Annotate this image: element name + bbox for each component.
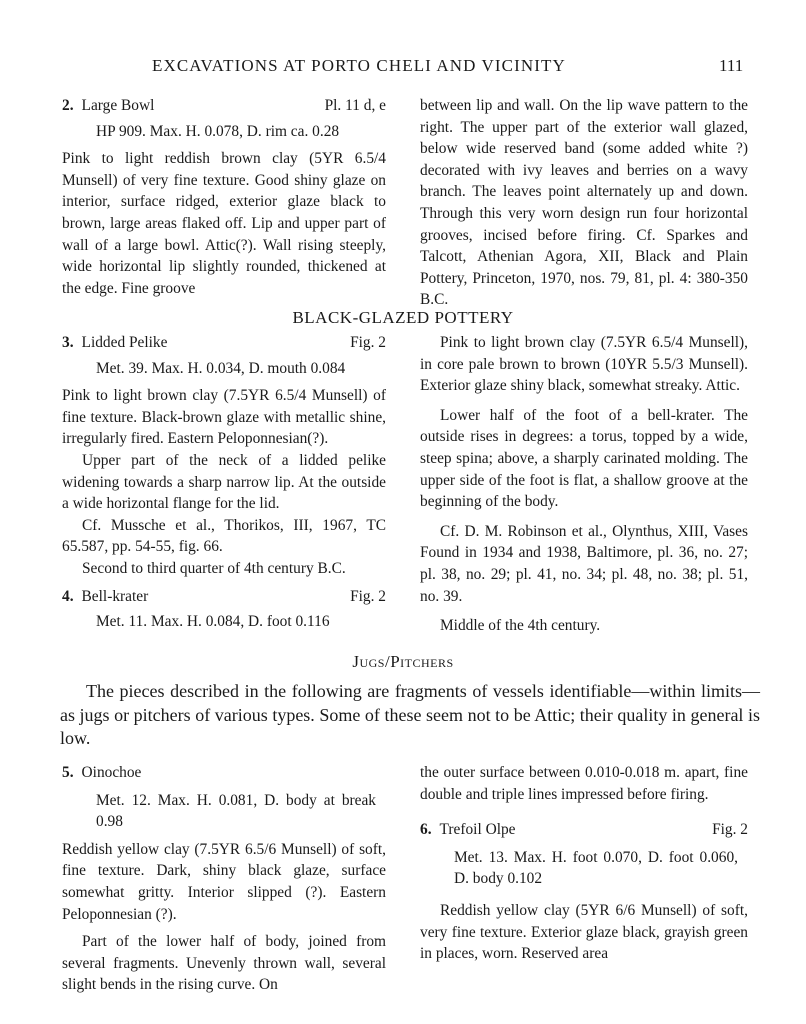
catalog-entry-2 [62,95,386,117]
description-paragraph: Pink to light brown clay (7.5YR 6.5/4 Munsell), in core pale brown to brown (10YR 5.5/3 Munsell). Exterior glaze shiny black, somewhat streaky. Attic. [420,334,748,395]
entry-number: 5. [62,764,74,781]
measurements: Met. 11. Max. H. 0.084, D. foot 0.116 [96,613,330,631]
date-paragraph: Middle of the 4th century. [440,617,601,635]
measurements: Met. 39. Max. H. 0.034, D. mouth 0.084 [96,359,346,377]
running-header [0,56,806,80]
comparison-paragraph: Cf. Mussche et al., Thorikos, III, 1967, TC 65.587, pp. 54-55, fig. 66. [62,516,386,556]
description-paragraph: Reddish yellow clay (7.5YR 6.5/6 Munsell) of soft, fine texture. Dark, shiny black glaze, surface somewhat gritty. Interior slipped (?). Eastern Peloponnesian (?). [62,840,386,923]
measurements: Met. 12. Max. H. 0.081, D. body at break 0.98 [96,791,376,831]
right-column-top [420,95,748,311]
running-title: EXCAVATIONS AT PORTO CHELI AND VICINITY [152,56,566,75]
right-column-middle [420,332,748,637]
entry-name: Large Bowl [81,97,155,114]
entry-number: 4. [62,587,74,605]
description-paragraph: between lip and wall. On the lip wave pattern to the right. The upper part of the exterior wall glazed, below wide reserved band (some added white ?) decorated with ivy leaves and berries on a wavy branch. The leaves point alternately up and down. Through this very worn design run four horizontal grooves, incised before firing. Cf. Sparkes and Talcott, Athenian Agora, XII, Black and Plain Pottery, Princeton, 1970, nos. 79, 81, pl. 4: 380-350 B.C. [420,97,748,309]
section-heading-black-glazed: BLACK-GLAZED POTTERY [292,308,514,327]
left-column-top [62,95,386,299]
left-column-middle [62,332,386,633]
description-paragraph: Reddish yellow clay (5YR 6/6 Munsell) of soft, very fine texture. Exterior glaze black, grayish green in places, worn. Reserved area [420,901,748,963]
left-column-bottom [62,762,386,996]
description-paragraph: Lower half of the foot of a bell-krater. The outside rises in degrees: a torus, topped by a wide, steep spina; above, a sharply carinated molding. The upper side of the foot is flat, a shallow groove at the beginning of the body. [420,406,748,511]
measurements: Met. 13. Max. H. foot 0.070, D. foot 0.060, D. body 0.102 [454,848,738,888]
entry-number: 2. [62,97,74,114]
section-intro [60,680,760,751]
entry-number: 3. [62,334,74,351]
page-number: 111 [719,56,744,75]
entry-name: Lidded Pelike [81,334,168,351]
description-paragraph: Pink to light brown clay (7.5YR 6.5/4 Munsell) of fine texture. Black-brown glaze with metallic shine, irregularly fired. Eastern Peloponnesian(?). [62,387,386,448]
entry-plate-ref: Pl. 11 d, e [324,97,386,114]
comparison-paragraph: Cf. D. M. Robinson et al., Olynthus, XIII, Vases Found in 1934 and 1938, Baltimore, pl. 36, no. 27; pl. 38, no. 29; pl. 41, no. 34; pl. 48, no. 38; pl. 51, no. 39. [420,522,748,605]
catalog-entry-5 [62,762,386,784]
entry-name: Bell-krater [81,587,149,605]
entry-name: Trefoil Olpe [439,821,516,839]
entry-figure-ref: Fig. 2 [350,334,386,351]
entry-name: Oinochoe [81,764,142,781]
description-paragraph: Upper part of the neck of a lidded pelike widening towards a sharp narrow lip. At the outside a wide horizontal flange for the lid. [62,451,386,513]
description-paragraph: the outer surface between 0.010-0.018 m. apart, fine double and triple lines impressed before firing. [420,764,748,803]
description-paragraph: Pink to light reddish brown clay (5YR 6.5/4 Munsell) of very fine texture. Good shiny glaze on interior, surface ridged, exterior glaze black to brown, large areas flaked off. Lip and upper part of wall of a large bowl. Attic(?). Wall rising steeply, wide horizontal lip slightly rounded, thickened at the edge. Fine groove [62,150,386,297]
catalog-entry-3 [62,332,386,354]
catalog-entry-4 [62,586,386,608]
right-column-bottom [420,762,748,965]
intro-paragraph: The pieces described in the following are fragments of vessels identifiable—within limits—as jugs or pitchers of various types. Some of these seem not to be Attic; their quality in general is low. [60,681,760,748]
entry-figure-ref: Fig. 2 [350,587,386,605]
measurements: HP 909. Max. H. 0.078, D. rim ca. 0.28 [96,122,340,140]
catalog-entry-6 [420,819,748,841]
entry-figure-ref: Fig. 2 [712,821,748,839]
section-heading-jugs-pitchers: Jugs/Pitchers [352,652,454,671]
entry-number: 6. [420,821,432,839]
date-paragraph: Second to third quarter of 4th century B.C. [82,559,346,577]
description-paragraph: Part of the lower half of body, joined from several fragments. Unevenly thrown wall, several slight bends in the rising curve. On [62,933,386,994]
